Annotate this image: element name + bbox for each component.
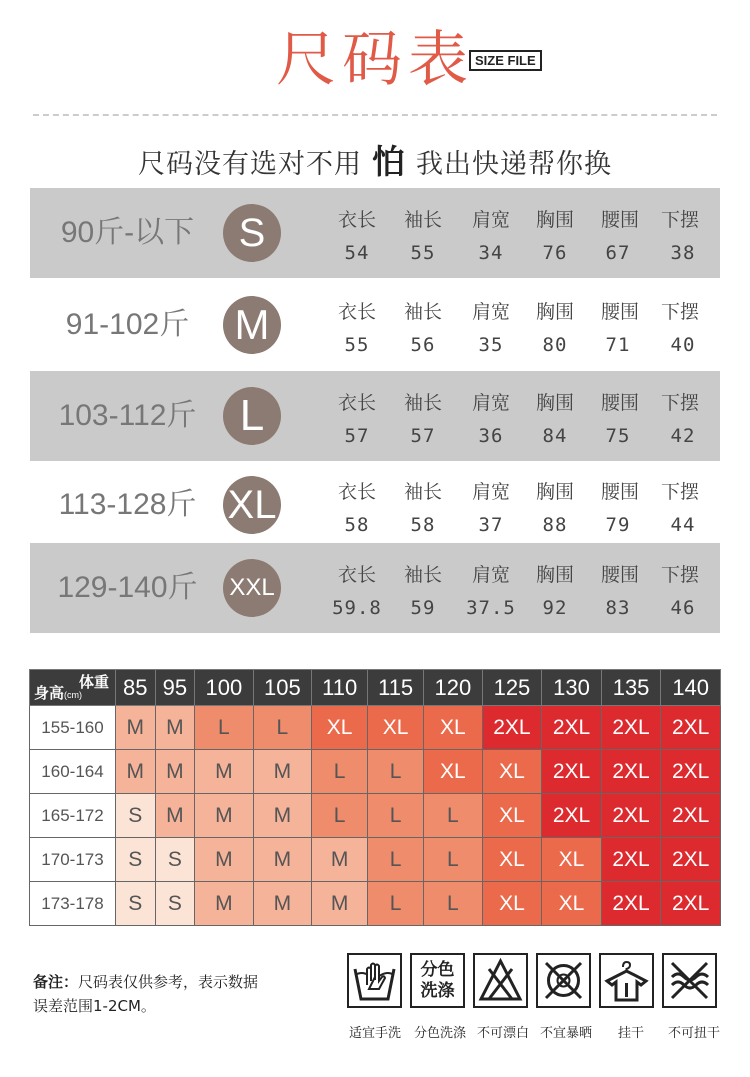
measure-value: 83 [605, 597, 631, 619]
measure-header: 下摆 [660, 481, 699, 503]
table-row [30, 750, 721, 794]
size-cell: S [116, 882, 156, 926]
note-text: 尺码表仅供参考，表示数据误差范围1-2CM。 [33, 973, 259, 1015]
size-cell: M [253, 838, 312, 882]
weight-column-header: 140 [661, 670, 721, 706]
weight-column-header: 105 [253, 670, 312, 706]
size-cell: XL [482, 794, 542, 838]
size-cell: XL [312, 706, 368, 750]
size-cell: XL [424, 750, 483, 794]
care-label-separate-wash: 分色洗涤 [413, 1026, 466, 1041]
care-label-no-wring: 不可扭干 [667, 1026, 720, 1041]
weight-column-header: 125 [482, 670, 542, 706]
size-cell: 2XL [601, 838, 661, 882]
measure-value: 38 [670, 242, 696, 264]
height-range: 170-173 [30, 838, 116, 882]
size-cell: M [253, 750, 312, 794]
height-label-text: 身高 [34, 685, 65, 702]
measure-header: 胸围 [535, 301, 574, 323]
size-cell: XL [482, 838, 542, 882]
size-cell: L [312, 794, 368, 838]
no-wring-icon [662, 953, 717, 1008]
measure-header: 肩宽 [471, 209, 510, 231]
height-range: 155-160 [30, 706, 116, 750]
size-cell: L [195, 706, 254, 750]
measure-value: 56 [410, 334, 436, 356]
table-corner [30, 670, 116, 706]
size-cell: 2XL [661, 838, 721, 882]
measure-value: 75 [605, 425, 631, 447]
page-title: 尺码表 [276, 25, 474, 95]
measure-header: 腰围 [600, 301, 639, 323]
measure-value: 58 [344, 514, 370, 536]
measure-value: 88 [542, 514, 568, 536]
table-header-row [30, 670, 721, 706]
slogan-emphasis: 怕 [372, 142, 406, 181]
size-cell: L [312, 750, 368, 794]
size-badge: L [223, 387, 281, 445]
height-axis-label [34, 682, 82, 703]
measure-header: 衣长 [337, 301, 376, 323]
measure-header: 下摆 [660, 209, 699, 231]
size-recommendation-table [29, 669, 721, 926]
size-badge: M [223, 296, 281, 354]
measure-value: 46 [670, 597, 696, 619]
measure-value: 58 [410, 514, 436, 536]
measure-value: 37 [478, 514, 504, 536]
measure-header: 腰围 [600, 481, 639, 503]
measure-header: 肩宽 [471, 564, 510, 586]
measure-header: 腰围 [600, 564, 639, 586]
size-cell: 2XL [482, 706, 542, 750]
measure-header: 胸围 [535, 481, 574, 503]
size-cell: M [155, 794, 195, 838]
no-sun-dry-icon [536, 953, 591, 1008]
size-band [30, 280, 720, 370]
size-cell: 2XL [601, 706, 661, 750]
measure-value: 57 [344, 425, 370, 447]
weight-column-header: 100 [195, 670, 254, 706]
size-badge: XL [223, 476, 281, 534]
size-cell: S [116, 838, 156, 882]
table-row [30, 794, 721, 838]
measure-value: 40 [670, 334, 696, 356]
slogan-after: 我出快递帮你换 [416, 149, 612, 180]
size-cell: L [424, 882, 483, 926]
height-range: 165-172 [30, 794, 116, 838]
size-cell: XL [542, 838, 602, 882]
weight-axis-label: 体重 [78, 674, 109, 691]
measure-header: 袖长 [403, 392, 442, 414]
measure-value: 76 [542, 242, 568, 264]
size-cell: M [155, 750, 195, 794]
separate-wash-text: 分色洗涤 [420, 959, 455, 1001]
weight-column-header: 135 [601, 670, 661, 706]
size-cell: M [253, 794, 312, 838]
size-cell: L [368, 794, 424, 838]
measure-value: 80 [542, 334, 568, 356]
measure-header: 袖长 [403, 564, 442, 586]
measure-value: 71 [605, 334, 631, 356]
no-bleach-icon [473, 953, 528, 1008]
size-cell: M [195, 750, 254, 794]
measure-value: 57 [410, 425, 436, 447]
measure-value: 54 [344, 242, 370, 264]
measure-value: 44 [670, 514, 696, 536]
size-cell: 2XL [542, 750, 602, 794]
size-cell: 2XL [601, 794, 661, 838]
hang-dry-icon [599, 953, 654, 1008]
measure-header: 袖长 [403, 481, 442, 503]
weight-range: 103-112斤 [58, 399, 197, 432]
size-cell: XL [424, 706, 483, 750]
measure-value: 59 [410, 597, 436, 619]
measure-header: 肩宽 [471, 481, 510, 503]
care-label-hang-dry: 挂干 [617, 1026, 644, 1041]
measure-header: 肩宽 [471, 392, 510, 414]
weight-column-header: 95 [155, 670, 195, 706]
measure-value: 34 [478, 242, 504, 264]
size-cell: 2XL [542, 706, 602, 750]
measure-header: 衣长 [337, 481, 376, 503]
size-cell: XL [482, 750, 542, 794]
measure-value: 67 [605, 242, 631, 264]
weight-range: 129-140斤 [57, 571, 198, 604]
measure-header: 胸围 [535, 564, 574, 586]
size-cell: XL [482, 882, 542, 926]
separate-wash-icon [410, 953, 465, 1008]
measure-header: 胸围 [535, 392, 574, 414]
weight-column-header: 115 [368, 670, 424, 706]
weight-column-header: 130 [542, 670, 602, 706]
measure-value: 55 [344, 334, 370, 356]
measure-value: 92 [542, 597, 568, 619]
measure-value: 36 [478, 425, 504, 447]
size-cell: 2XL [661, 750, 721, 794]
size-cell: M [116, 750, 156, 794]
size-band [30, 460, 720, 550]
size-cell: 2XL [661, 882, 721, 926]
size-band [30, 188, 720, 278]
size-cell: L [368, 750, 424, 794]
size-cell: M [195, 794, 254, 838]
table-row [30, 706, 721, 750]
slogan [0, 136, 750, 183]
weight-range: 113-128斤 [58, 488, 197, 521]
size-cell: S [155, 838, 195, 882]
size-badge: S [223, 204, 281, 262]
size-cell: S [155, 882, 195, 926]
size-cell: XL [542, 882, 602, 926]
hand-wash-icon [347, 953, 402, 1008]
weight-column-header: 110 [312, 670, 368, 706]
care-label-no-sun-dry: 不宜暴晒 [539, 1026, 592, 1041]
measure-header: 肩宽 [471, 301, 510, 323]
size-cell: L [368, 882, 424, 926]
measure-value: 42 [670, 425, 696, 447]
measure-header: 腰围 [600, 209, 639, 231]
note [33, 970, 273, 1018]
height-range: 173-178 [30, 882, 116, 926]
size-cell: L [424, 794, 483, 838]
size-band [30, 371, 720, 461]
measure-header: 袖长 [403, 209, 442, 231]
size-cell: 2XL [661, 706, 721, 750]
dashed-divider [33, 114, 717, 116]
size-cell: M [195, 838, 254, 882]
size-cell: L [253, 706, 312, 750]
size-cell: 2XL [601, 750, 661, 794]
measure-header: 下摆 [660, 301, 699, 323]
measure-header: 下摆 [660, 392, 699, 414]
measure-value: 59.8 [332, 597, 382, 619]
measure-header: 衣长 [337, 564, 376, 586]
size-cell: L [424, 838, 483, 882]
size-file-tag: SIZE FILE [469, 50, 542, 71]
measure-value: 84 [542, 425, 568, 447]
size-cell: M [312, 882, 368, 926]
measure-header: 胸围 [535, 209, 574, 231]
weight-range: 90斤-以下 [60, 216, 195, 249]
care-label-no-bleach: 不可漂白 [476, 1026, 529, 1041]
weight-range: 91-102斤 [65, 308, 190, 341]
size-cell: S [116, 794, 156, 838]
page-title-block [0, 22, 750, 98]
size-cell: M [253, 882, 312, 926]
measure-header: 下摆 [660, 564, 699, 586]
size-cell: 2XL [601, 882, 661, 926]
table-row [30, 838, 721, 882]
size-cell: XL [368, 706, 424, 750]
size-cell: L [368, 838, 424, 882]
size-cell: 2XL [661, 794, 721, 838]
size-cell: M [312, 838, 368, 882]
measure-header: 衣长 [337, 209, 376, 231]
weight-column-header: 85 [116, 670, 156, 706]
unit-label: (cm) [64, 690, 83, 700]
weight-column-header: 120 [424, 670, 483, 706]
size-cell: M [155, 706, 195, 750]
measure-header: 衣长 [337, 392, 376, 414]
note-label: 备注： [33, 973, 79, 991]
height-range: 160-164 [30, 750, 116, 794]
measure-header: 腰围 [600, 392, 639, 414]
measure-value: 79 [605, 514, 631, 536]
measure-header: 袖长 [403, 301, 442, 323]
size-cell: M [116, 706, 156, 750]
slogan-before: 尺码没有选对不用 [138, 149, 362, 180]
measure-value: 35 [478, 334, 504, 356]
care-label-hand-wash: 适宜手洗 [348, 1026, 401, 1041]
table-row [30, 882, 721, 926]
measure-value: 37.5 [466, 597, 516, 619]
measure-value: 55 [410, 242, 436, 264]
size-badge: XXL [223, 559, 281, 617]
size-band [30, 543, 720, 633]
size-cell: 2XL [542, 794, 602, 838]
size-cell: M [195, 882, 254, 926]
